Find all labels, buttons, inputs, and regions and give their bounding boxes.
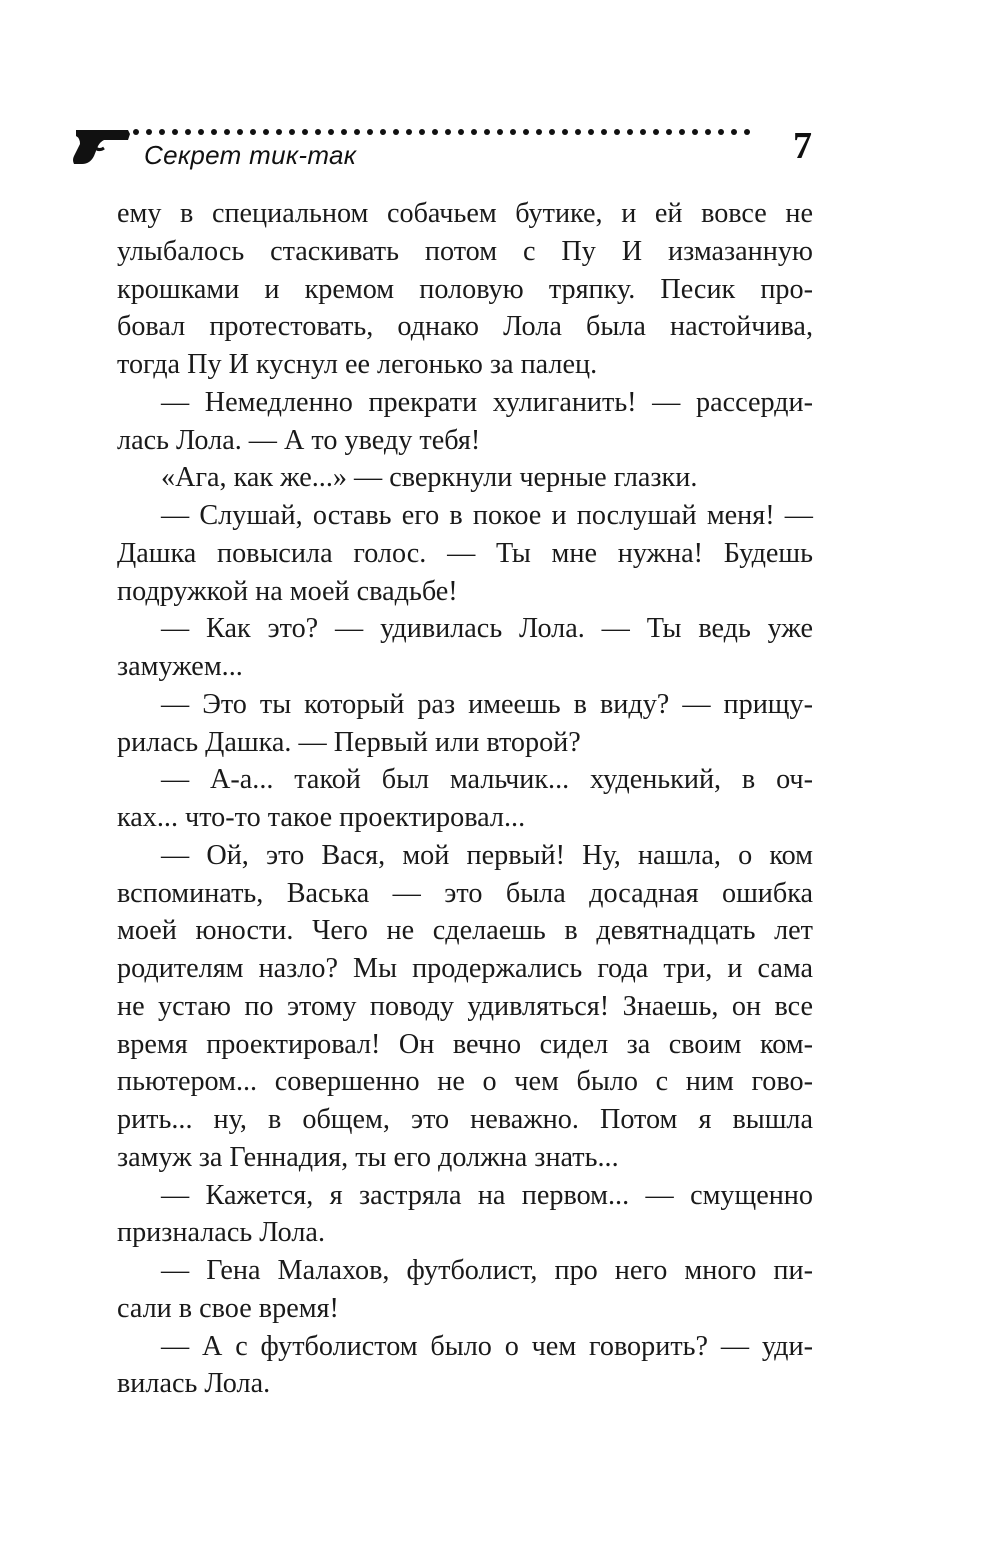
text-line: ему в специальном собачьем бутике, и ей вовсе не	[117, 198, 813, 229]
text-line: улыбалось стаскивать потом с Пу И измазанную	[117, 235, 813, 267]
text-line: — А с футболистом было о чем говорить? — уди-	[161, 1330, 813, 1362]
pistol-icon	[70, 126, 136, 170]
text-line: тогда Пу И куснул ее легонько за палец.	[117, 349, 598, 380]
text-line: замужем...	[117, 651, 243, 682]
text-line: бовал протестовать, однако Лола была настойчива,	[117, 311, 813, 343]
text-line: ках... что-то такое проектировал...	[117, 802, 526, 833]
text-line: — Как это? — удивилась Лола. — Ты ведь уже	[161, 613, 813, 645]
text-line: — Это ты который раз имеешь в виду? — прищу-	[161, 688, 813, 720]
text-line: родителям назло? Мы продержались года три, и сама	[117, 953, 813, 984]
text-line: крошками и кремом половую тряпку. Песик про-	[117, 273, 813, 305]
text-line: — Гена Малахов, футболист, про него много пи-	[161, 1255, 813, 1286]
text-line: рилась Дашка. — Первый или второй?	[117, 726, 581, 758]
page-header	[0, 0, 1000, 200]
text-line: — Ой, это Вася, мой первый! Ну, нашла, о ком	[161, 839, 813, 871]
text-line: не устаю по этому поводу удивляться! Знаешь, он все	[117, 990, 813, 1022]
page-number: 7	[793, 125, 812, 167]
text-line: время проектировал! Он вечно сидел за своим ком-	[117, 1028, 813, 1060]
body-text	[117, 195, 813, 1403]
text-line: — Слушай, оставь его в покое и послушай меня! —	[161, 500, 813, 531]
dotted-rule	[132, 126, 760, 138]
text-line: Дашка повысила голос. — Ты мне нужна! Будешь	[117, 537, 813, 569]
text-line: лась Лола. — А то уведу тебя!	[117, 424, 481, 456]
text-line: — Немедленно прекрати хулиганить! — рассерди-	[161, 386, 813, 418]
text-line: «Ага, как же...» — сверкнули черные глазки.	[161, 462, 698, 494]
text-line: замуж за Геннадия, ты его должна знать...	[117, 1141, 619, 1173]
text-line: — А-а... такой был мальчик... худенький, в оч-	[161, 764, 813, 796]
text-line: моей юности. Чего не сделаешь в девятнадцать лет	[117, 915, 813, 947]
text-line: подружкой на моей свадьбе!	[117, 575, 458, 607]
text-line: вспоминать, Васька — это была досадная ошибка	[117, 877, 813, 909]
text-line: призналась Лола.	[117, 1217, 325, 1249]
text-line: рить... ну, в общем, это неважно. Потом я вышла	[117, 1104, 813, 1135]
text-line: — Кажется, я застряла на первом... — смущенно	[161, 1179, 813, 1211]
text-line: сали в свое время!	[117, 1292, 339, 1324]
text-line: пьютером... совершенно не о чем было с ним гово-	[117, 1066, 813, 1098]
running-title: Секрет тик-так	[144, 140, 357, 170]
text-line: вилась Лола.	[117, 1368, 271, 1400]
